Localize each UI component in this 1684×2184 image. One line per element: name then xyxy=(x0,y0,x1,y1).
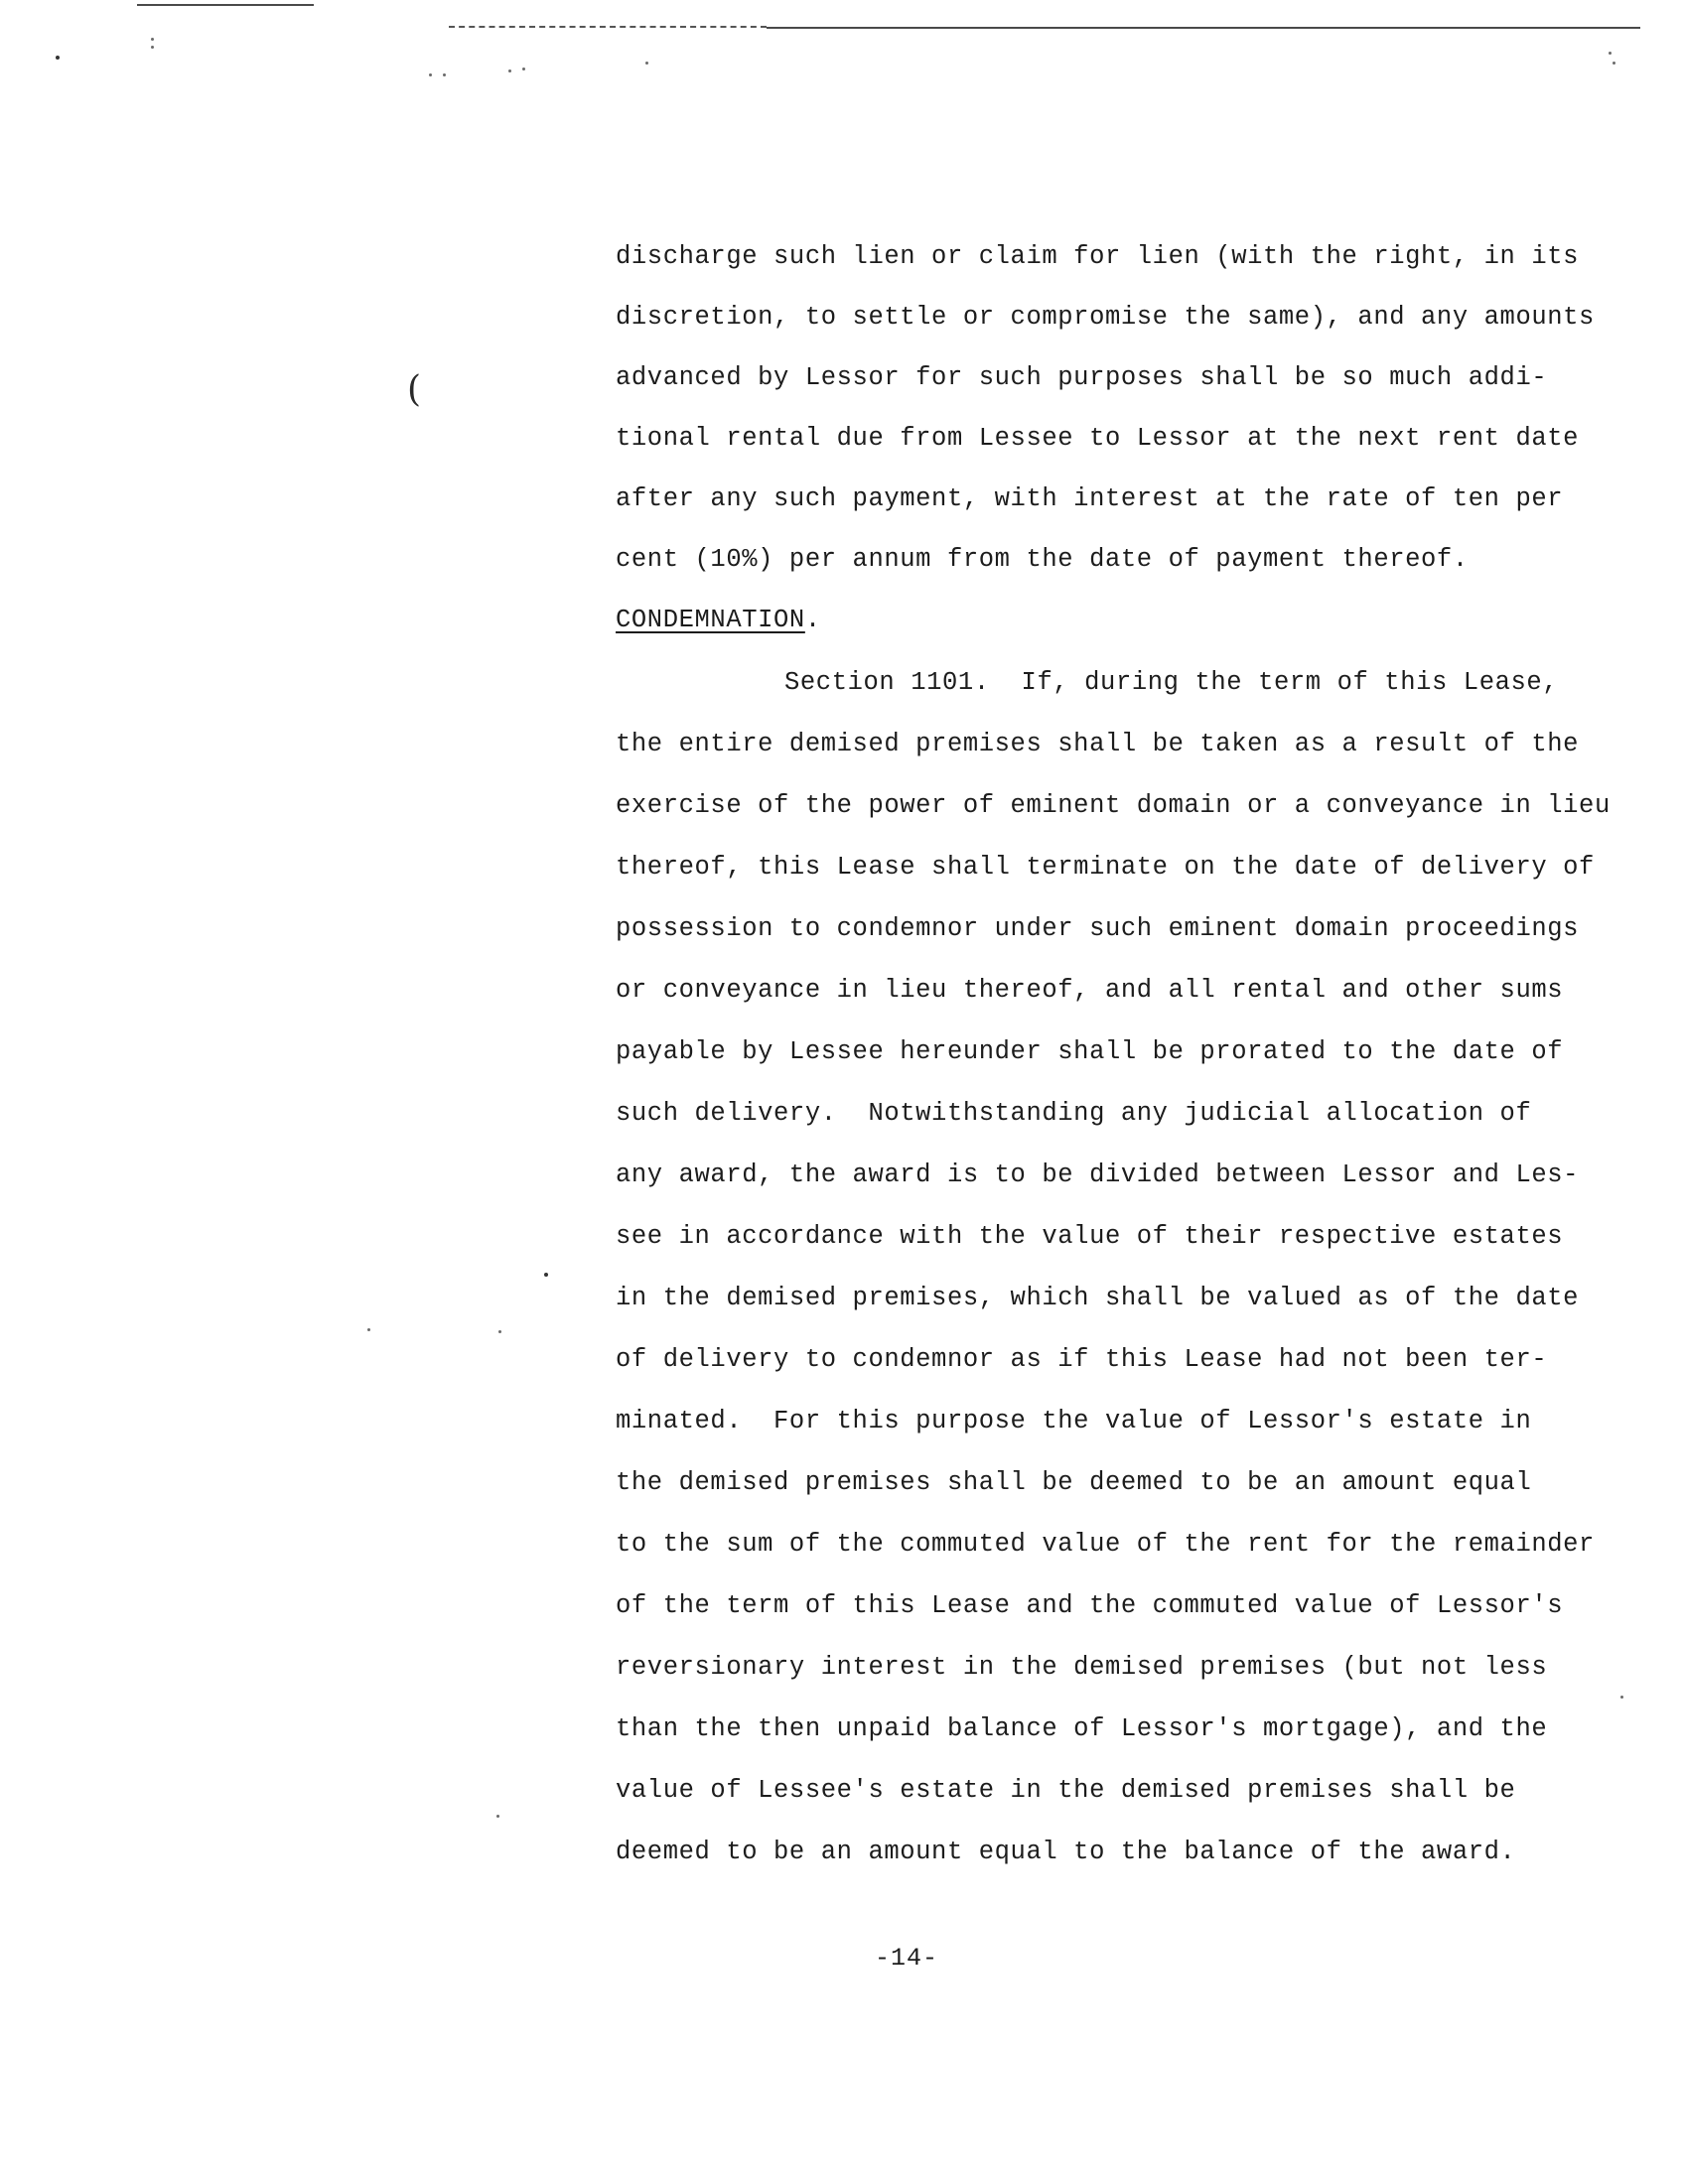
text-line: of delivery to condemnor as if this Lease had not been ter- xyxy=(616,1345,1548,1374)
scan-speck xyxy=(1613,62,1615,65)
text-line: value of Lessee's estate in the demised premises shall be xyxy=(616,1776,1516,1805)
scan-speck xyxy=(1620,1696,1623,1699)
scan-speck xyxy=(508,69,511,72)
scan-speck xyxy=(498,1330,501,1333)
text-line: payable by Lessee hereunder shall be prorated to the date of xyxy=(616,1037,1564,1066)
text-line: discretion, to settle or compromise the same), and any amounts xyxy=(616,303,1595,332)
scan-speck xyxy=(56,56,60,60)
section-heading xyxy=(616,608,821,633)
text-line: tional rental due from Lessee to Lessor at the next rent date xyxy=(616,424,1580,453)
scan-speck xyxy=(645,62,648,65)
text-line: the entire demised premises shall be taken as a result of the xyxy=(616,730,1580,758)
top-left-rule xyxy=(137,4,314,6)
text-line: of the term of this Lease and the commuted value of Lessor's xyxy=(616,1591,1564,1620)
text-line: such delivery. Notwithstanding any judicial allocation of xyxy=(616,1099,1532,1128)
scan-speck xyxy=(1609,52,1612,55)
text-line: to the sum of the commuted value of the rent for the remainder xyxy=(616,1530,1595,1559)
scan-speck xyxy=(151,38,154,41)
text-line: cent (10%) per annum from the date of payment thereof. xyxy=(616,545,1469,574)
margin-mark: ( xyxy=(407,369,422,410)
text-line: Section 1101. If, during the term of this Lease, xyxy=(784,668,1559,697)
text-line: the demised premises shall be deemed to be an amount equal xyxy=(616,1468,1532,1497)
text-line: deemed to be an amount equal to the balance of the award. xyxy=(616,1838,1516,1866)
top-dashed-rule xyxy=(449,26,767,28)
text-line: advanced by Lessor for such purposes shall be so much addi- xyxy=(616,363,1548,392)
scan-speck xyxy=(522,68,525,70)
scan-speck xyxy=(443,73,446,76)
scan-speck xyxy=(429,73,432,76)
scan-speck xyxy=(367,1328,370,1331)
heading-text: CONDEMNATION xyxy=(616,606,805,634)
top-solid-rule xyxy=(767,27,1640,29)
text-line: discharge such lien or claim for lien (with the right, in its xyxy=(616,242,1580,271)
text-line: possession to condemnor under such eminent domain proceedings xyxy=(616,914,1580,943)
text-line: thereof, this Lease shall terminate on the date of delivery of xyxy=(616,853,1595,882)
text-line: exercise of the power of eminent domain or a conveyance in lieu xyxy=(616,791,1611,820)
scan-speck xyxy=(496,1815,499,1818)
text-line: see in accordance with the value of their respective estates xyxy=(616,1222,1564,1251)
text-line: reversionary interest in the demised premises (but not less xyxy=(616,1653,1548,1682)
scan-speck xyxy=(151,46,154,49)
text-line: after any such payment, with interest at the rate of ten per xyxy=(616,484,1564,513)
text-line: than the then unpaid balance of Lessor's mortgage), and the xyxy=(616,1714,1548,1743)
page-number: -14- xyxy=(874,1944,938,1973)
text-line: or conveyance in lieu thereof, and all rental and other sums xyxy=(616,976,1564,1005)
text-line: any award, the award is to be divided between Lessor and Les- xyxy=(616,1160,1580,1189)
heading-suffix: . xyxy=(804,606,821,634)
scan-speck xyxy=(544,1273,548,1277)
text-line: minated. For this purpose the value of Lessor's estate in xyxy=(616,1407,1532,1435)
text-line: in the demised premises, which shall be valued as of the date xyxy=(616,1284,1580,1312)
